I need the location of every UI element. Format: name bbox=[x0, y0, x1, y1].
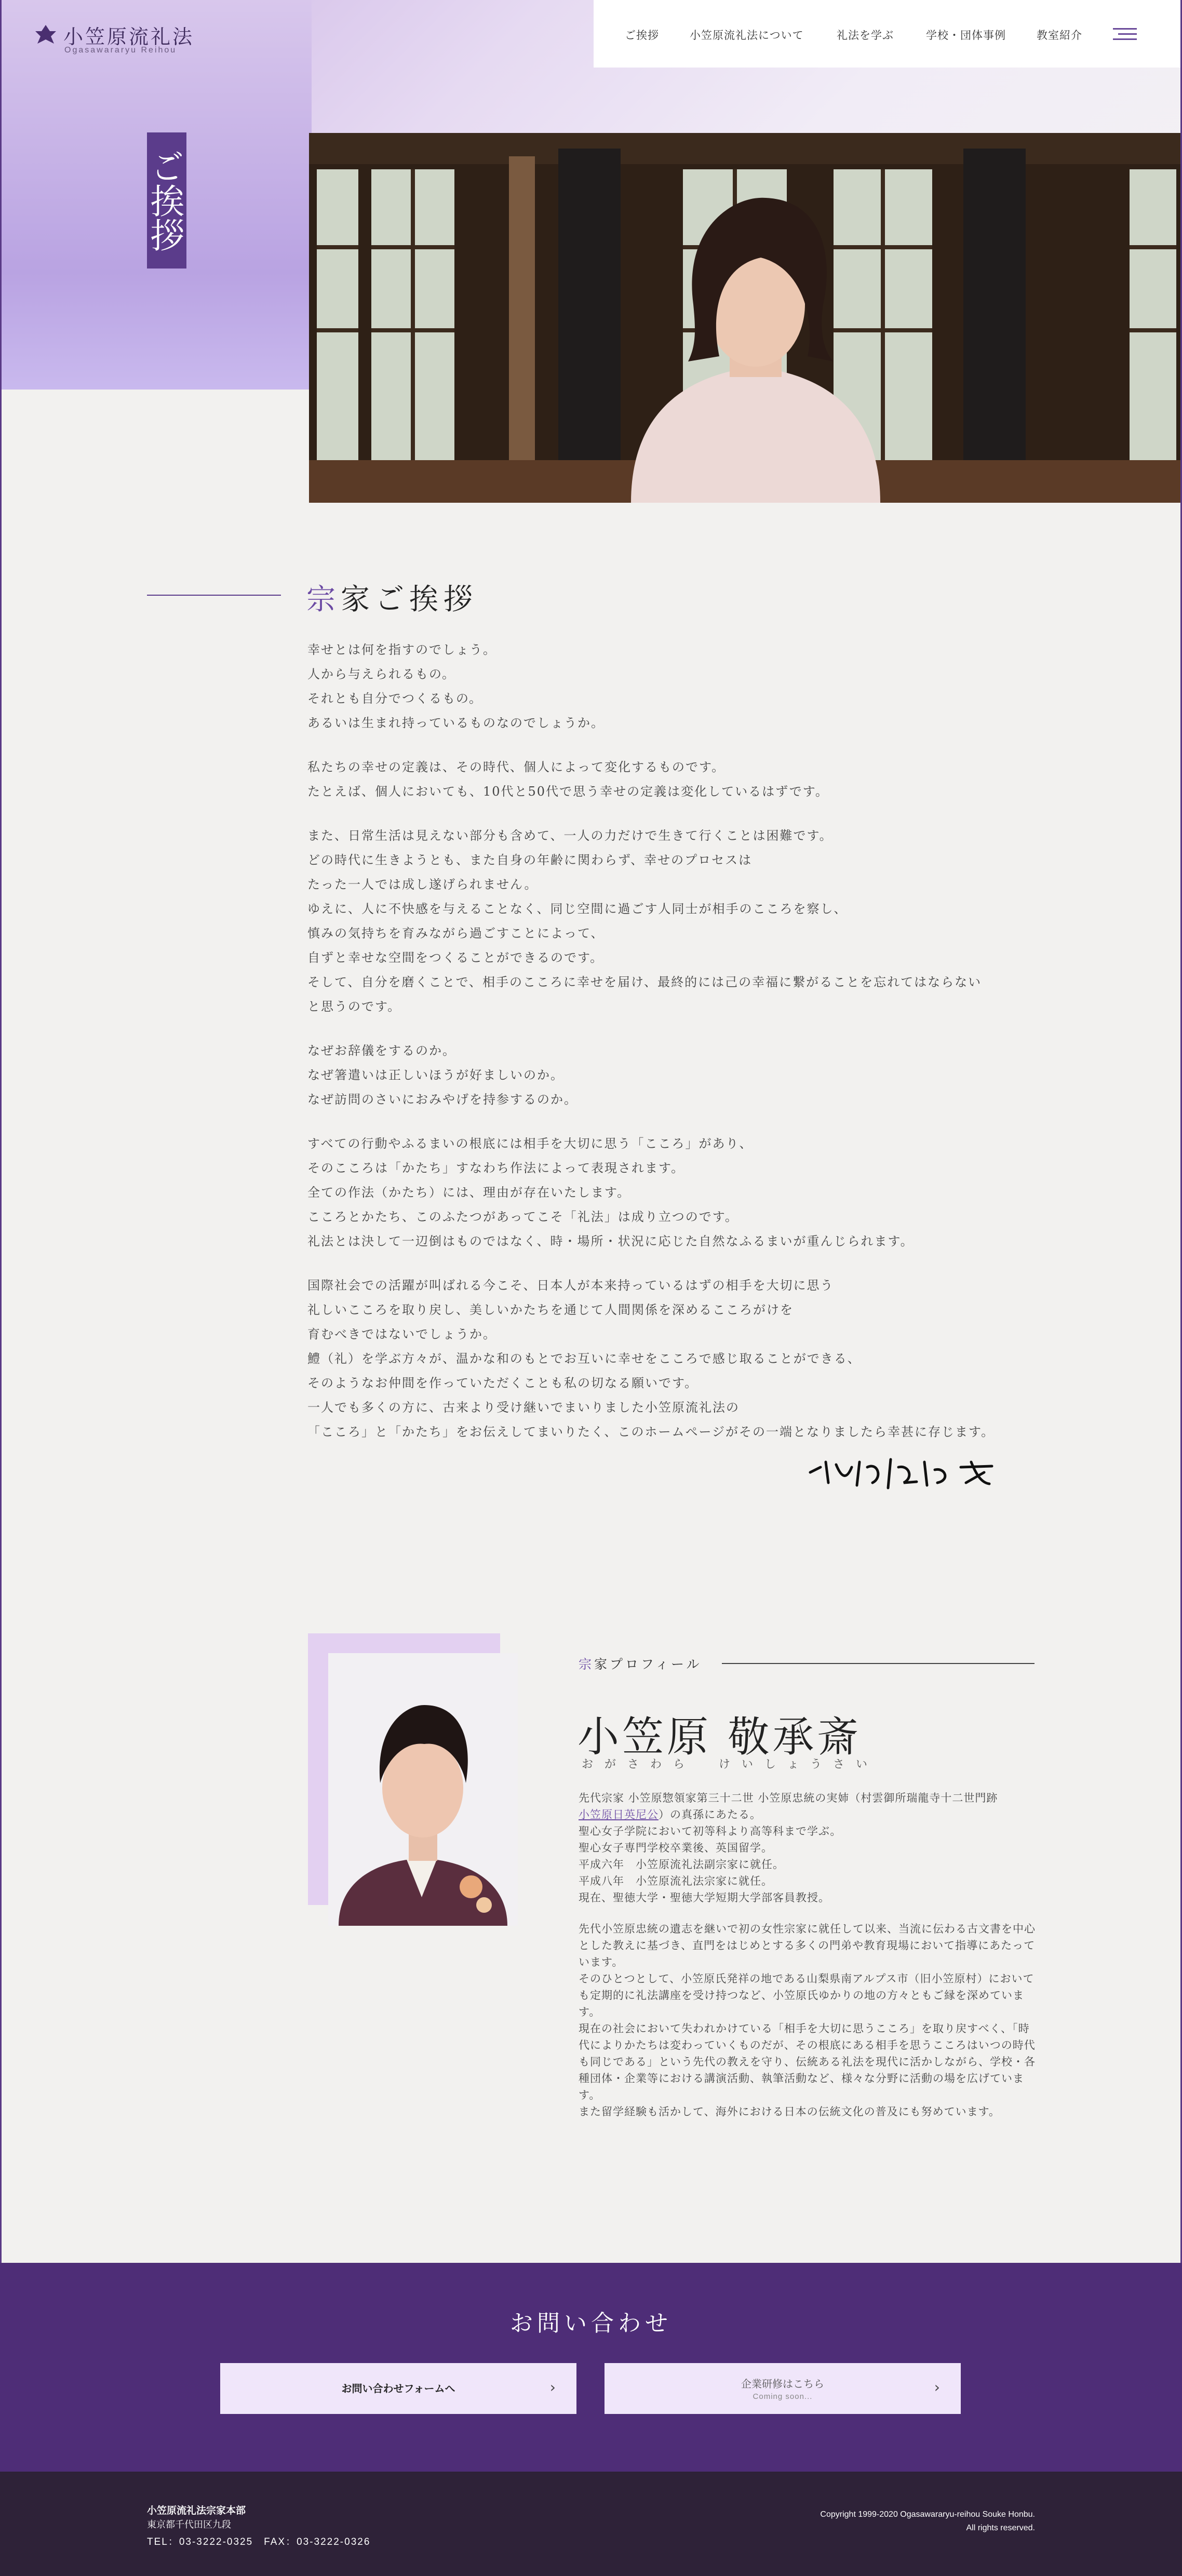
desc-paragraph: そのひとつとして、小笠原氏発祥の地である山梨県南アルプス市（旧小笠原村）においても定期的に礼法講座を受け持つなど、小笠原氏ゆかりの地の方々ともご縁を深めています。 bbox=[579, 1973, 1035, 2018]
text-line: それとも自分でつくるもの。 bbox=[307, 691, 483, 706]
contact-form-button[interactable] bbox=[220, 2363, 576, 2414]
nav-item-greeting[interactable]: ご挨拶 bbox=[625, 29, 659, 42]
text-line: また、日常生活は見えない部分も含めて、一人の力だけで生きて行くことは困難です。 bbox=[307, 828, 833, 843]
text-line: 鱧（礼）を学ぶ方々が、温かな和のもとでお互いに幸せをこころで感じ取ることができる、 bbox=[307, 1351, 861, 1366]
bio-link[interactable]: 小笠原日英尼公 bbox=[579, 1808, 659, 1821]
contact-title: お問い合わせ bbox=[510, 2310, 672, 2337]
paragraph bbox=[307, 755, 998, 804]
profile-bio bbox=[579, 1790, 1036, 2120]
text-line: 育むべきではないでしょうか。 bbox=[307, 1327, 496, 1341]
bio-line bbox=[579, 1806, 1036, 1823]
text-line: と思うのです。 bbox=[307, 999, 401, 1014]
logo-subtitle: Ogasawararyu Reihou bbox=[64, 46, 177, 55]
text-line: 幸せとは何を指すのでしょう。 bbox=[307, 642, 496, 657]
desc-paragraph: 現在の社会において失われかけている「相手を大切に思うこころ」を取り戻すべく、「時代によりかたちは変わっていくものだが、その根底にある相手を思うこころはいつの時代も同じである」という先代の教えを守り、伝統ある礼法を現代に活かしながら、学校・各種団体・企業等における講演活動、執筆活動など、様々な分野に活動の場を広げています。 bbox=[579, 2022, 1036, 2101]
section-title bbox=[306, 576, 478, 618]
nav-item-cases[interactable]: 学校・団体事例 bbox=[926, 29, 1006, 42]
paragraph bbox=[307, 1039, 998, 1112]
text-line: 慎みの気持ちを育みながら過ごすことによって、 bbox=[307, 926, 605, 941]
bio-line: 先代宗家 小笠原惣領家第三十二世 小笠原忠統の実姉（村雲御所瑞龍寺十二世門跡 bbox=[579, 1792, 998, 1804]
corporate-training-label: 企業研修はこちら bbox=[741, 2379, 824, 2390]
nav-item-classes[interactable]: 教室紹介 bbox=[1037, 29, 1082, 42]
text-line: 礼しいこころを取り戻し、美しいかたちを通じて人間関係を深めるこころがけを bbox=[307, 1303, 794, 1317]
desc-paragraph: 先代小笠原忠統の遺志を継いで初の女性宗家に就任して以来、当流に伝わる古文書を中心とした教えに基づき、直門をはじめとする多くの門弟や教育現場において指導にあたっています。 bbox=[579, 1923, 1036, 1968]
profile-label bbox=[579, 1654, 702, 1673]
text-line: 自ずと幸せな空間をつくることができるのです。 bbox=[307, 950, 604, 965]
page-title: ご挨拶 bbox=[147, 132, 186, 269]
text-line: 全ての作法（かたち）には、理由が存在いたします。 bbox=[307, 1185, 631, 1200]
text-line: あるいは生まれ持っているものなのでしょうか。 bbox=[307, 716, 605, 730]
text-line: たとえば、個人においても、10代と50代で思う幸せの定義は変化しているはずです。 bbox=[307, 784, 829, 799]
bio-line: 聖心女子学院において初等科より高等科まで学ぶ。 bbox=[579, 1825, 842, 1837]
nav-item-learn[interactable]: 礼法を学ぶ bbox=[837, 29, 894, 42]
chevron-right-icon: › bbox=[549, 2379, 556, 2396]
footer-address: 東京都千代田区九段 bbox=[147, 2519, 231, 2530]
bio-block bbox=[579, 1790, 1036, 1906]
profile-label-text: 家プロフィール bbox=[594, 1657, 702, 1672]
nav-item-about[interactable]: 小笠原流礼法について bbox=[690, 29, 804, 42]
profile-name: 小笠原 敬承斎 bbox=[577, 1713, 862, 1761]
profile-name-kana: おがさわら けいしょうさい bbox=[582, 1758, 879, 1771]
text-line: どの時代に生きようとも、また自身の年齢に関わらず、幸せのプロセスは bbox=[307, 853, 753, 867]
text-line: すべての行動やふるまいの根底には相手を大切に思う「こころ」があり、 bbox=[307, 1136, 753, 1151]
text-line: 人から与えられるもの。 bbox=[307, 667, 456, 681]
coming-soon-label: Coming soon... bbox=[753, 2392, 813, 2401]
text-line: 礼法とは決して一辺倒はものではなく、時・場所・状況に応じた自然なふるまいが重んじられます。 bbox=[307, 1234, 914, 1249]
profile-description bbox=[579, 1921, 1036, 2120]
section-title-accent: 宗 bbox=[306, 583, 341, 616]
text-line: 国際社会での活躍が叫ばれる今こそ、日本人が本来持っているはずの相手を大切に思う bbox=[307, 1278, 834, 1293]
greeting-body bbox=[307, 638, 998, 1464]
hero-photo bbox=[309, 133, 1182, 503]
paragraph bbox=[307, 1132, 998, 1254]
bio-text: ）の真孫にあたる。 bbox=[659, 1808, 761, 1821]
text-line: こころとかたち、このふたつがあってこそ「礼法」は成り立つのです。 bbox=[307, 1210, 738, 1224]
paragraph bbox=[307, 824, 998, 1019]
text-line: ゆえに、人に不快感を与えることなく、同じ空間に過ごす人同士が相手のこころを察し、 bbox=[307, 902, 848, 916]
text-line: そのようなお仲間を作っていただくことも私の切なる願いです。 bbox=[307, 1376, 699, 1390]
profile-label-accent: 宗 bbox=[579, 1657, 595, 1672]
text-line: 私たちの幸せの定義は、その時代、個人によって変化するものです。 bbox=[307, 760, 726, 774]
rights-text: All rights reserved. bbox=[966, 2524, 1035, 2532]
section-title-text: 家ご挨拶 bbox=[341, 583, 478, 616]
contact-section bbox=[0, 2263, 1182, 2472]
text-line: なぜお辞儀をするのか。 bbox=[307, 1043, 456, 1058]
section-divider bbox=[147, 595, 281, 596]
text-line: 一人でも多くの方に、古来より受け継いでまいりました小笠原流礼法の bbox=[307, 1400, 740, 1415]
contact-form-button-label: お問い合わせフォームへ bbox=[341, 2383, 455, 2395]
text-line: たった一人では成し遂げられません。 bbox=[307, 877, 538, 892]
text-line: そして、自分を磨くことで、相手のこころに幸せを届け、最終的には己の幸福に繋がることを忘れてはならない bbox=[307, 975, 982, 989]
copyright-text: Copyright 1999-2020 Ogasawararyu-reihou Souke Honbu. bbox=[820, 2510, 1035, 2519]
paragraph bbox=[307, 1273, 998, 1444]
bio-line: 平成六年 小笠原流礼法副宗家に就任。 bbox=[579, 1858, 784, 1871]
footer-copyright bbox=[820, 2508, 1035, 2535]
text-line: なぜ訪問のさいにおみやげを持参するのか。 bbox=[307, 1092, 577, 1107]
logo-text: 小笠原流礼法 bbox=[63, 25, 195, 48]
profile-divider bbox=[722, 1663, 1035, 1664]
footer-phone: TEL：03-3222-0325 FAX：03-3222-0326 bbox=[147, 2537, 371, 2547]
paragraph bbox=[307, 638, 998, 735]
main-nav bbox=[594, 0, 1182, 68]
corporate-training-button[interactable] bbox=[605, 2363, 961, 2414]
desc-paragraph: また留学経験も活かして、海外における日本の伝統文化の普及にも努めています。 bbox=[579, 2105, 1000, 2118]
text-line: そのこころは「かたち」すなわち作法によって表現されます。 bbox=[307, 1161, 685, 1175]
bio-line: 聖心女子専門学校卒業後、英国留学。 bbox=[579, 1842, 773, 1854]
logo-mark-icon bbox=[34, 23, 57, 46]
hamburger-menu-icon[interactable] bbox=[1113, 26, 1142, 42]
bio-line: 平成八年 小笠原流礼法宗家に就任。 bbox=[579, 1875, 773, 1887]
footer-org-name: 小笠原流礼法宗家本部 bbox=[147, 2505, 246, 2516]
bio-line: 現在、聖徳大学・聖徳大学短期大学部客員教授。 bbox=[579, 1891, 830, 1904]
text-line: なぜ箸遣いは正しいほうが好ましいのか。 bbox=[307, 1068, 564, 1082]
signature bbox=[805, 1452, 997, 1493]
profile-photo bbox=[328, 1653, 518, 1926]
site-logo[interactable] bbox=[34, 21, 195, 57]
text-line: 「こころ」と「かたち」をお伝えしてまいりたく、このホームページがその一端となりましたら幸甚に存じます。 bbox=[307, 1425, 995, 1439]
chevron-right-icon: › bbox=[934, 2379, 940, 2396]
footer bbox=[0, 2472, 1182, 2576]
